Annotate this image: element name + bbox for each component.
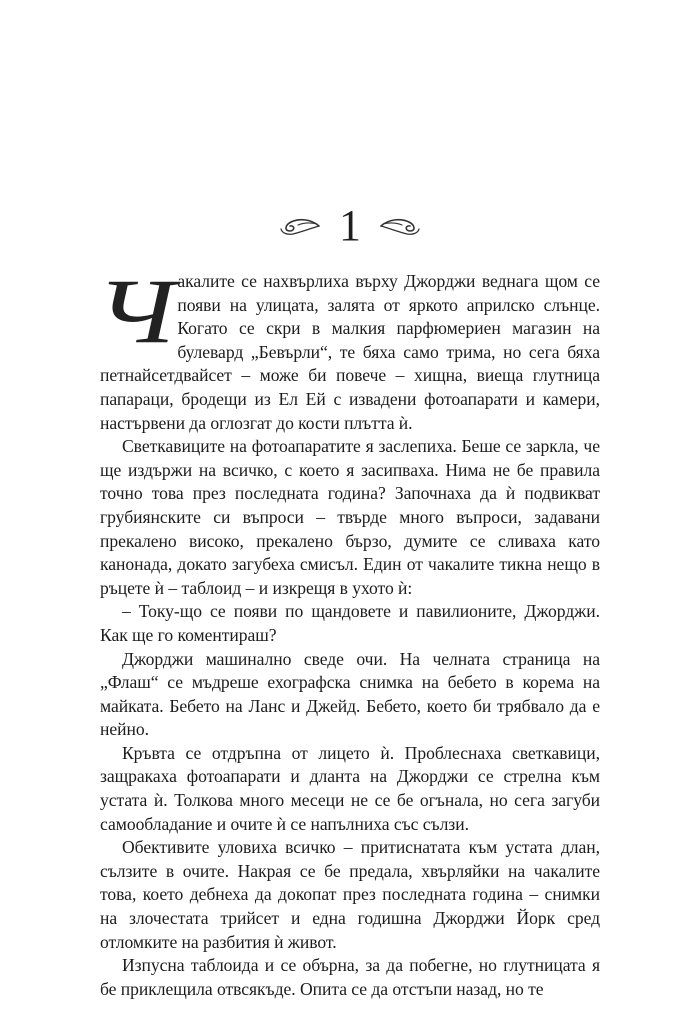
paragraph-5: Кръвта се отдръпна от лицето ѝ. Проблеснаха светкавици, защракаха фотоапарати и дланта на Джорджи се стрелна към устата ѝ. Толкова много месеци не се бе огънала, но сега загуби самообладание и очите ѝ се напълниха със сълзи. [100, 742, 600, 834]
body-text [96, 260, 600, 1001]
chapter-heading [0, 196, 700, 256]
left-flourish-icon [279, 213, 321, 239]
paragraph-7: Изпусна таблоида и се обърна, за да побегне, но глутницата я бе приклещила отвсякъде. Опита се да отстъпи назад, но те [100, 955, 600, 999]
paragraph-6: Обективите уловиха всичко – притиснатата към устата длан, сълзите в очите. Накрая се бе предала, хвърляйки на чакалите това, което дебнеха да докопат през последната година – снимки на злочестата трийсет и една годишна Джорджи Йорк сред отломките на разбития ѝ живот. [100, 837, 600, 952]
paragraph-3: – Току-що се появи по щандовете и павилионите, Джорджи. Как ще го коментираш? [100, 601, 600, 645]
drop-cap: Ч [96, 260, 176, 362]
paragraph-1 [96, 260, 600, 435]
paragraph-2: Светкавиците на фотоапаратите я заслепиха. Беше се заркла, че ще издържи на всичко, с което я засипваха. Нима не бе правила точно това през последната година? Започнаха да ѝ подвикват грубиянските си въпроси – твърде много въпроси, задавани прекалено високо, прекалено бързо, думите се сливаха като канонада, докато загубеха смисъл. Един от чакалите тикна нещо в ръцете ѝ – таблоид – и изкрещя в ухото ѝ: [100, 436, 600, 598]
paragraph-1-text: акалите се нахвърлиха върху Джорджи веднага щом се появи на улицата, залята от яркото априлско слънце. Когато се скри в малкия парфюмериен магазин на булевард „Бевърли“, те бяха само трима, но сега бяха петнайсетдвайсет – може би повече – хищна, виеща глутница папараци, бродещи из Ел Ей с извадени фотоапарати и камери, настървени да оглозгат до кости плътта ѝ. [100, 271, 600, 433]
paragraph-4: Джорджи машинално сведе очи. На челната страница на „Флаш“ се мъдреше ехографска снимка на бебето в корема на майката. Бебето на Ланс и Джейд. Бебето, което би трябвало да е нейно. [100, 648, 600, 740]
chapter-number: 1 [339, 201, 361, 250]
right-flourish-icon [379, 213, 421, 239]
